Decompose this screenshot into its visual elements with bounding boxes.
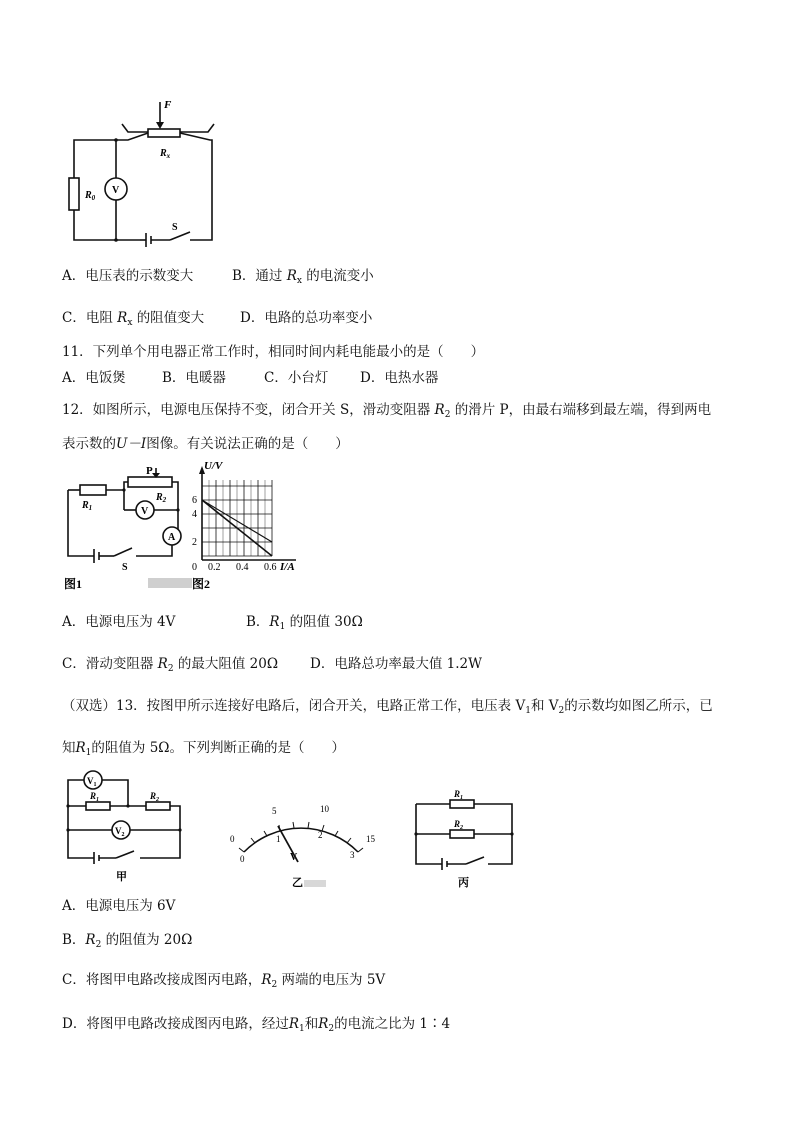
svg-text:R0: $R_0$ [85, 190, 96, 202]
fig-yi-caption: 乙 [292, 877, 303, 889]
x-tick: 0.2 [208, 562, 221, 573]
q13-fig-jia [60, 768, 186, 886]
q11-option-c: C．小台灯 [264, 370, 329, 386]
origin-label: 0 [192, 562, 197, 573]
svg-text:R1: $R_1$ [90, 791, 100, 803]
meter-inner-label: 3 [350, 850, 355, 860]
q11-option-d: D．电热水器 [360, 370, 439, 386]
meter-inner-label: 0 [240, 854, 245, 864]
x-tick: 0.4 [236, 562, 249, 573]
svg-text:R2: $R_2$ [150, 791, 160, 803]
y-axis-label: U/V [204, 460, 223, 472]
v1-label: V [87, 776, 94, 786]
r1-label: R [454, 789, 461, 799]
v2-label: V [115, 826, 122, 836]
q12-fig1-circuit [60, 464, 192, 592]
q11-stem: 11．下列单个用电器正常工作时，相同时间内耗电能最小的是（ ） [62, 344, 485, 360]
q10-circuit-figure [60, 96, 230, 248]
voltmeter-label: V [141, 506, 149, 517]
q10-option-c: C．电阻 $R_x$ 的阻值变大 [62, 310, 205, 328]
fig-jia-caption: 甲 [116, 871, 127, 883]
q12-option-d: D．电路总功率最大值 1.2W [310, 656, 482, 672]
y-tick: 4 [192, 509, 197, 520]
r2-label: R [454, 819, 461, 829]
meter-outer-label: 0 [230, 834, 235, 844]
x-axis-label: I/A [280, 561, 295, 573]
switch-label: S [122, 562, 128, 573]
q11-option-a: A．电饭煲 [62, 370, 126, 386]
svg-text:R2: $R_2$ [454, 819, 464, 831]
q12-fig2-graph [192, 460, 304, 594]
meter-outer-label: 15 [366, 834, 375, 844]
fig2-caption: 图2 [192, 577, 211, 591]
svg-text:V1: $V_1$ [87, 776, 97, 788]
force-label: F [164, 99, 172, 111]
q13-stem-line2: 知$R_1$的阻值为 5Ω。下列判断正确的是（ ） [62, 740, 345, 758]
meter-outer-label: 10 [320, 804, 329, 814]
meter-inner-label: 2 [318, 830, 323, 840]
q11-option-b: B．电暖器 [162, 370, 226, 386]
svg-text:Rx: $R_x$ [160, 148, 171, 160]
r2-label: R [150, 791, 157, 801]
q10-option-b: B．通过 $R_x$ 的电流变小 [232, 268, 374, 286]
switch-label: S [172, 222, 178, 233]
r0-label: R [85, 190, 92, 201]
q13-fig-bing [408, 788, 520, 890]
q12-option-c: C．滑动变阻器 $R_2$ 的最大阻值 20Ω [62, 656, 279, 674]
q13-option-c: C．将图甲电路改接成图丙电路，$R_2$ 两端的电压为 5V [62, 972, 386, 990]
blurred-watermark [304, 880, 326, 887]
q10-option-d: D．电路的总功率变小 [240, 310, 373, 326]
fig1-caption: 图1 [64, 577, 83, 591]
q10-option-a: A．电压表的示数变大 [62, 268, 194, 284]
svg-text:V2: $V_2$ [115, 826, 125, 838]
ammeter-label: A [168, 532, 176, 543]
rx-label: R [160, 148, 167, 159]
blurred-watermark [148, 578, 192, 588]
r1-label: R [90, 791, 97, 801]
meter-outer-label: 5 [272, 806, 277, 816]
y-tick: 2 [192, 537, 197, 548]
r1-label: R [82, 500, 89, 511]
q12-stem-line1: 12．如图所示，电源电压保持不变，闭合开关 S，滑动变阻器 $R_2$ 的滑片 P，由最右端移到最左端，得到两电 [62, 402, 712, 420]
svg-text:R1: $R_1$ [454, 789, 464, 801]
q12-option-a: A．电源电压为 4V [62, 614, 176, 630]
q13-stem-line1: （双选）13．按图甲所示连接好电路后，闭合开关，电路正常工作，电压表 $V_1$和 $V_2$的示数均如图乙所示，已 [62, 698, 713, 716]
q12-option-b: B．$R_1$ 的阻值 30Ω [246, 614, 363, 632]
q12-stem-line2: 表示数的U－I图像。有关说法正确的是（ ） [62, 436, 349, 452]
y-tick: 6 [192, 495, 197, 506]
svg-text:R1: $R_1$ [82, 500, 93, 512]
x-tick: 0.6 [264, 562, 277, 573]
r2-label: R [156, 492, 163, 503]
slider-p-label: P [146, 465, 153, 477]
q13-option-d: D．将图甲电路改接成图丙电路，经过$R_1$和$R_2$的电流之比为 1∶4 [62, 1016, 451, 1034]
meter-inner-label: 1 [276, 834, 281, 844]
q13-option-a: A．电源电压为 6V [62, 898, 176, 914]
q13-option-b: B．$R_2$ 的阻值为 20Ω [62, 932, 193, 950]
fig-bing-caption: 丙 [458, 877, 469, 889]
voltmeter-label: V [112, 185, 120, 196]
meter-unit: V [290, 852, 298, 863]
svg-text:R2: $R_2$ [156, 492, 167, 504]
q13-fig-yi-meter [222, 796, 382, 892]
